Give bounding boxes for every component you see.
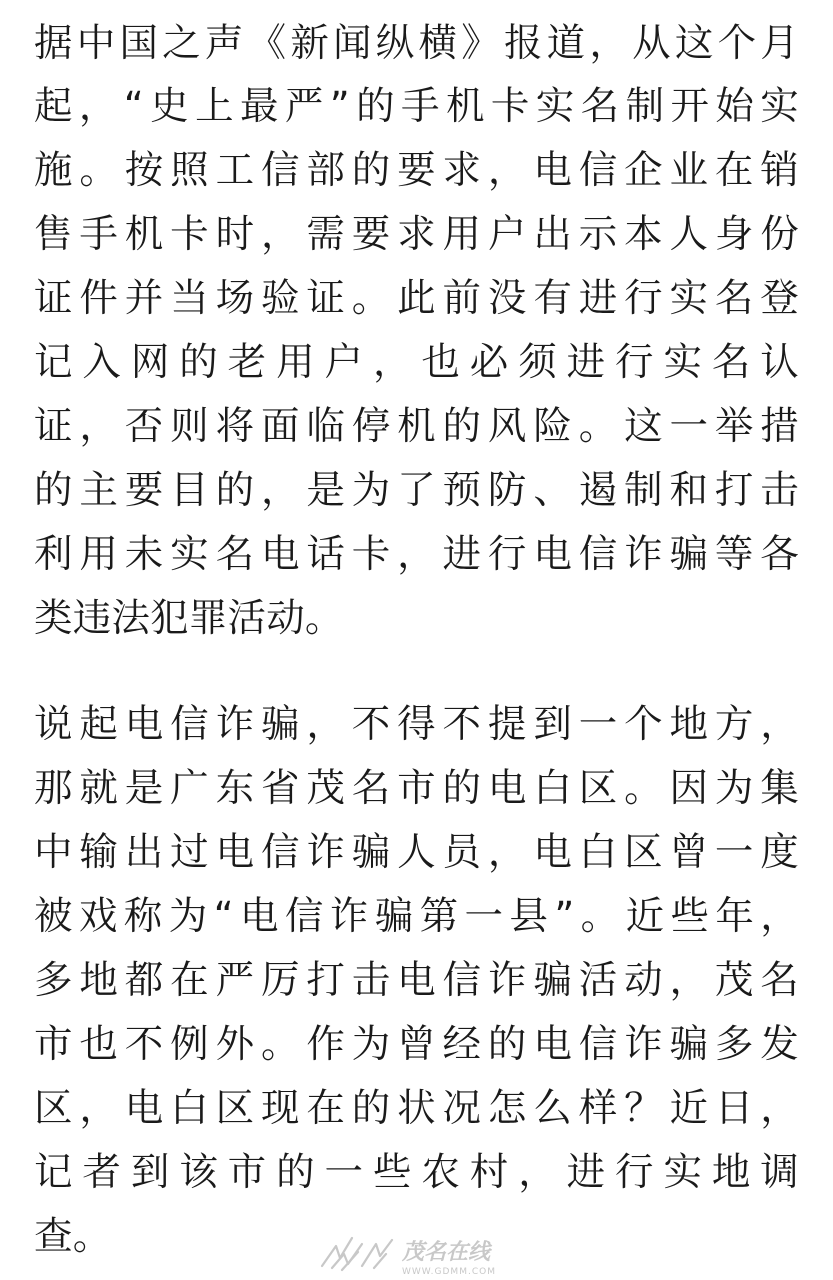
text-line: 市也不例外。作为曾经的电信诈骗多发 bbox=[34, 1022, 799, 1067]
text-line: 施。按照工信部的要求，电信企业在销 bbox=[34, 148, 799, 193]
text-line: 中输出过电信诈骗人员，电白区曾一度 bbox=[34, 830, 799, 875]
text-line: 售手机卡时，需要求用户出示本人身份 bbox=[34, 212, 799, 257]
text-line: 利用未实名电话卡，进行电信诈骗等各 bbox=[34, 532, 799, 577]
svg-text:茂名在线: 茂名在线 bbox=[402, 1240, 491, 1265]
text-line: 那就是广东省茂名市的电白区。因为集 bbox=[34, 766, 799, 811]
text-line: 区，电白区现在的状况怎么样？近日， bbox=[34, 1086, 799, 1131]
text-line: 证，否则将面临停机的风险。这一举措 bbox=[34, 404, 799, 449]
text-line: 记者到该市的一些农村，进行实地调 bbox=[34, 1150, 799, 1195]
text-line: 证件并当场验证。此前没有进行实名登 bbox=[34, 276, 799, 321]
text-line: 被戏称为“电信诈骗第一县”。近些年， bbox=[34, 894, 799, 939]
text-line: 查。 bbox=[34, 1214, 112, 1259]
text-line: 说起电信诈骗，不得不提到一个地方， bbox=[34, 702, 799, 747]
logo-icon bbox=[318, 1232, 528, 1278]
text-line: 的主要目的，是为了预防、遏制和打击 bbox=[34, 468, 799, 513]
text-line: 多地都在严厉打击电信诈骗活动，茂名 bbox=[34, 958, 799, 1003]
text-line: 记入网的老用户，也必须进行实名认 bbox=[34, 340, 799, 385]
svg-text:WWW.GDMM.COM: WWW.GDMM.COM bbox=[402, 1267, 496, 1277]
watermark-logo bbox=[318, 1232, 528, 1278]
text-line: 据中国之声《新闻纵横》报道，从这个月 bbox=[34, 21, 799, 66]
text-line: 起，“史上最严”的手机卡实名制开始实 bbox=[34, 84, 799, 129]
text-line: 类违法犯罪活动。 bbox=[34, 596, 344, 641]
